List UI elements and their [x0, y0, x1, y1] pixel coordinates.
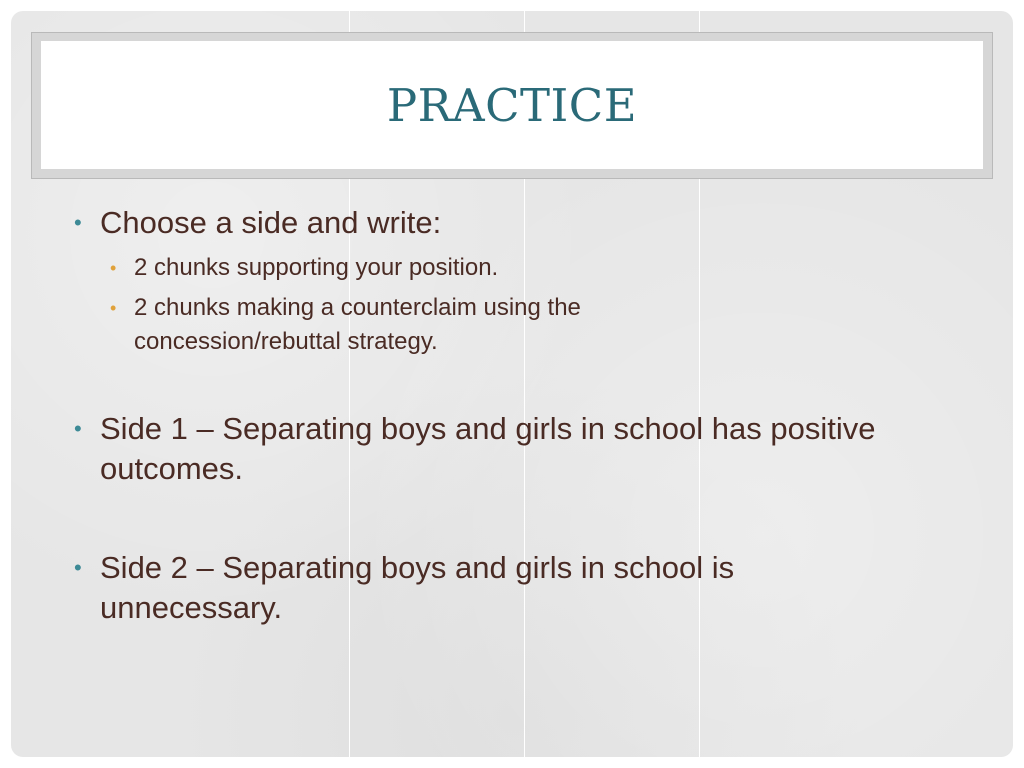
- bullet-text: Side 1 – Separating boys and girls in school has positive outcomes.: [100, 411, 876, 486]
- bullet-text: Side 2 – Separating boys and girls in school is unnecessary.: [100, 550, 735, 625]
- slide: [11, 11, 1013, 757]
- bullet-text: Choose a side and write:: [100, 205, 442, 240]
- slide-title: PRACTICE: [386, 78, 638, 132]
- bullet-item: [74, 409, 900, 489]
- bullet-dot: •: [74, 210, 82, 235]
- sub-bullet-text: 2 chunks making a counterclaim using the concession/rebuttal strategy.: [134, 294, 581, 355]
- sub-bullet-dot: •: [110, 258, 117, 278]
- bullet-item: [74, 203, 900, 243]
- sub-bullet-text: 2 chunks supporting your position.: [134, 254, 499, 281]
- slide-content: [11, 11, 1013, 757]
- bullet-dot: •: [74, 416, 82, 441]
- sub-bullet-dot: •: [110, 298, 117, 318]
- sub-bullet-item: [110, 291, 774, 359]
- sub-bullet-item: [110, 251, 774, 285]
- bullet-dot: •: [74, 555, 82, 580]
- bullet-item: [74, 548, 900, 628]
